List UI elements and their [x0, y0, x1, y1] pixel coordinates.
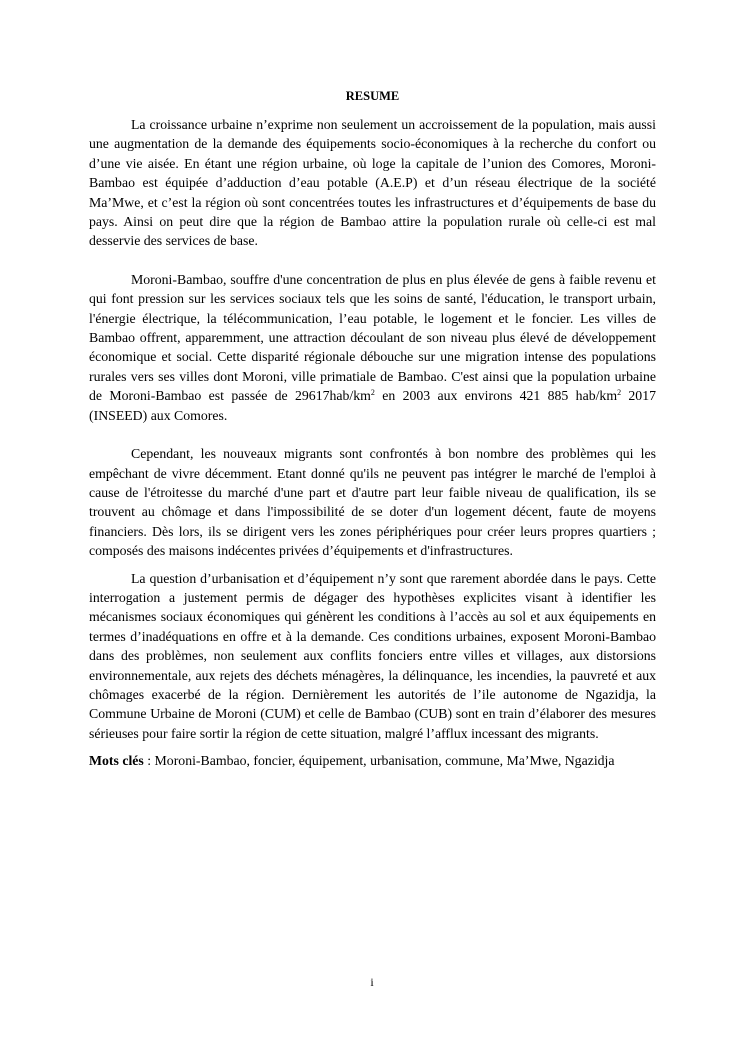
paragraph-4: La question d’urbanisation et d’équipement n’y sont que rarement abordée dans le pays. Cette interrogation a justement permis de dégager des hypothèses explicites visant à identifier les mécanismes sociaux économiques qui génèrent les conditions à l’accès au sol et aux équipements en termes d’inadéquations en offre et à la demande. Ces conditions urbaines, exposent Moroni-Bambao dans des problèmes, non seulement aux conflits fonciers entre villes et villages, aux distorsions environnementale, aux rejets des déchets ménagères, la délinquance, les incendies, la pauvreté et aux chômages exacerbé de la région. Dernièrement les autorités de l’ile autonome de Ngazidja, la Commune Urbaine de Moroni (CUM) et celle de Bambao (CUB) sont en train d’élaborer des mesures sérieuses pour faire sortir la région de cette situation, malgré l’afflux incessant des migrants.	[89, 570, 656, 741]
keywords-text: Moroni-Bambao, foncier, équipement, urbanisation, commune, Ma’Mwe, Ngazidja	[154, 753, 615, 769]
document-page	[89, 88, 656, 771]
paragraph-2-text-b: en 2003 aux environs 421 885 hab/km	[374, 388, 618, 404]
superscript-2a: 2	[370, 388, 375, 398]
superscript-2b: 2	[617, 388, 622, 398]
keywords-line	[89, 751, 656, 770]
paragraph-2-text-c: 2017 (INSEED) aux Comores.	[89, 388, 656, 423]
page-number: i	[370, 975, 374, 989]
paragraph-2	[89, 270, 656, 425]
paragraph-1: La croissance urbaine n’exprime non seulement un accroissement de la population, mais aussi une augmentation de la demande des équipements socio-économiques à la recherche du confort ou d’une vie aisée. En étant une région urbaine, où loge la capitale de l’union des Comores, Moroni-Bambao est équipée d’adduction d’eau potable (A.E.P) et d’un réseau électrique de la société Ma’Mwe, et c’est la région où sont concentrées toutes les infrastructures et d’équipements de base du pays. Ainsi on peut dire que la région de Bambao attire la population rurale où celle-ci est mal desservie des services de base.	[89, 117, 656, 249]
paragraph-3: Cependant, les nouveaux migrants sont confrontés à bon nombre des problèmes qui les empêchant de vivre décemment. Etant donné qu'ils ne peuvent pas intégrer le marché de l'emploi à cause de l'étroitesse du marché d'une part et d'autre part leur faible niveau de qualification, ils se trouvent au chômage et dans l'impossibilité de se doter d'un logement décent, faute de moyens financiers. Dès lors, ils se dirigent vers les zones périphériques pour créer leurs propres quartiers ; composés des maisons indécentes privées d’équipements et d'infrastructures.	[89, 446, 656, 559]
paragraph-2-text-a: Moroni-Bambao, souffre d'une concentration de plus en plus élevée de gens à faible revenu et qui font pression sur les services sociaux tels que les soins de santé, l'éducation, le transport urbain, l'énergie électrique, la télécommunication, l’eau potable, le logement et le foncier. Les villes de Bambao offrent, apparemment, une attraction découlant de son niveau plus élevé de développement économique et social. Cette disparité régionale débouche sur une migration intense des populations rurales vers ses villes dont Moroni, ville primatiale de Bambao. C'est ainsi que la population urbaine de Moroni-Bambao est passée de 29617hab/km	[89, 271, 656, 404]
keywords-separator: :	[143, 753, 155, 769]
page-title: RESUME	[345, 89, 400, 103]
keywords-label: Mots clés	[89, 753, 144, 769]
